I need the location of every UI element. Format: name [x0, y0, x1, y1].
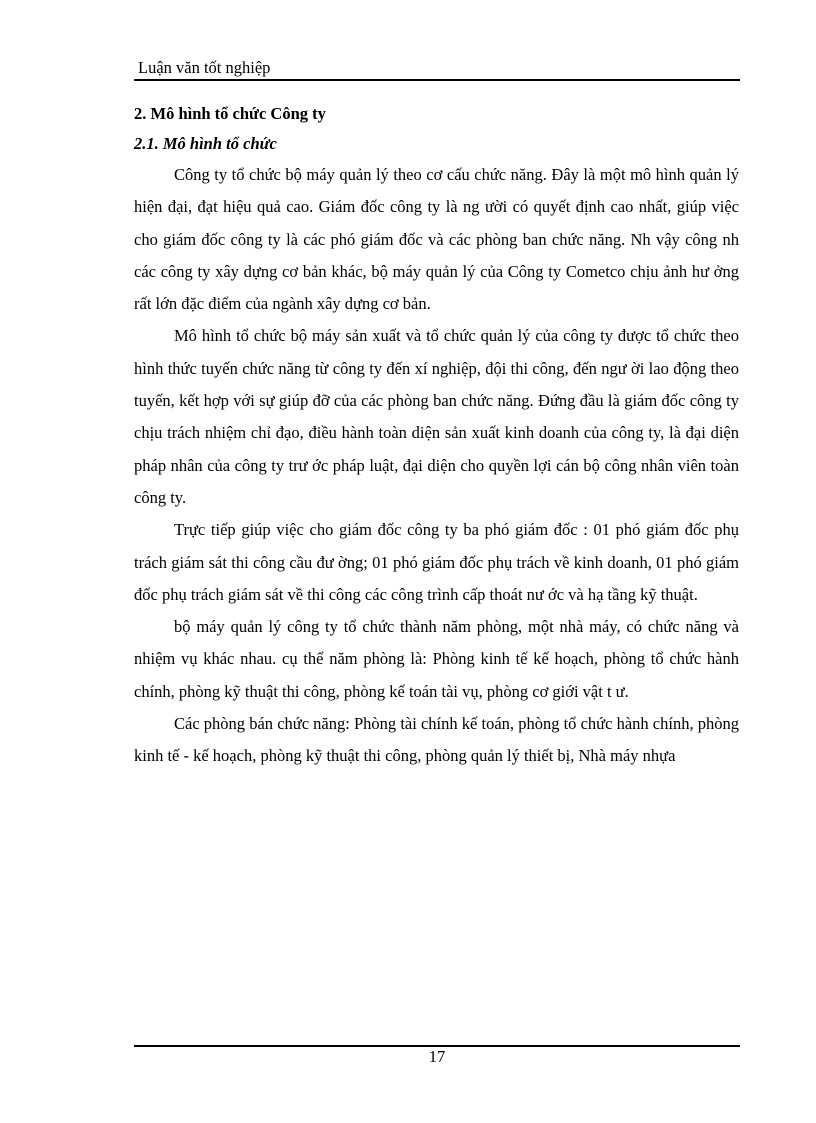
section-heading: 2. Mô hình tổ chức Công ty	[134, 104, 326, 123]
paragraph-4: bộ máy quản lý công ty tổ chức thành năm phòng, một nhà máy, có chức năng và nhiệm vụ khác nhau. cụ thể năm phòng là: Phòng kinh tế kế hoạch, phòng tổ chức hành chính, phòng kỹ thuật thi công, phòng kế toán tài vụ, phòng cơ giới vật t ư.	[134, 617, 739, 701]
paragraph-2: Mô hình tổ chức bộ máy sản xuất và tổ chức quản lý của công ty được tổ chức theo hình thức tuyến chức năng từ công ty đến xí nghiệp, đội thi công, đến ngư ời lao động theo tuyến, kết hợp với sự giúp đỡ của các phòng ban chức năng. Đứng đầu là giám đốc công ty chịu trách nhiệm chỉ đạo, điều hành toàn diện sản xuất kinh doanh của công ty, là đại diện pháp nhân của công ty trư ớc pháp luật, đại diện cho quyền lợi cán bộ công nhân viên toàn công ty.	[134, 326, 739, 507]
page-number: 17	[428, 1047, 446, 1066]
header-title: Luận văn tốt nghiệp	[138, 58, 271, 77]
subsection-heading: 2.1. Mô hình tổ chức	[134, 134, 277, 153]
main-content	[134, 99, 739, 773]
paragraph-3: Trực tiếp giúp việc cho giám đốc công ty ba phó giám đốc : 01 phó giám đốc phụ trách giám sát thi công cầu đư ờng; 01 phó giám đốc phụ trách về kinh doanh, 01 phó giám đốc phụ trách giám sát về thi công các công trình cấp thoát nư ớc và hạ tầng kỹ thuật.	[134, 520, 739, 604]
paragraph-5: Các phòng bán chức năng: Phòng tài chính kế toán, phòng tổ chức hành chính, phòng kinh tế - kế hoạch, phòng kỹ thuật thi công, phòng quản lý thiết bị, Nhà máy nhựa	[134, 714, 739, 766]
paragraph-1: Công ty tổ chức bộ máy quản lý theo cơ cấu chức năng. Đây là một mô hình quản lý hiện đại, đạt hiệu quả cao. Giám đốc công ty là ng ười có quyết định cao nhất, giúp việc cho giám đốc công ty là các phó giám đốc và các phòng ban chức năng. Nh vậy công nh các công ty xây dựng cơ bản khác, bộ máy quản lý của Công ty Cometco chịu ảnh hư ởng rất lớn đặc điểm của ngành xây dựng cơ bản.	[134, 165, 739, 314]
header-divider	[134, 79, 740, 81]
